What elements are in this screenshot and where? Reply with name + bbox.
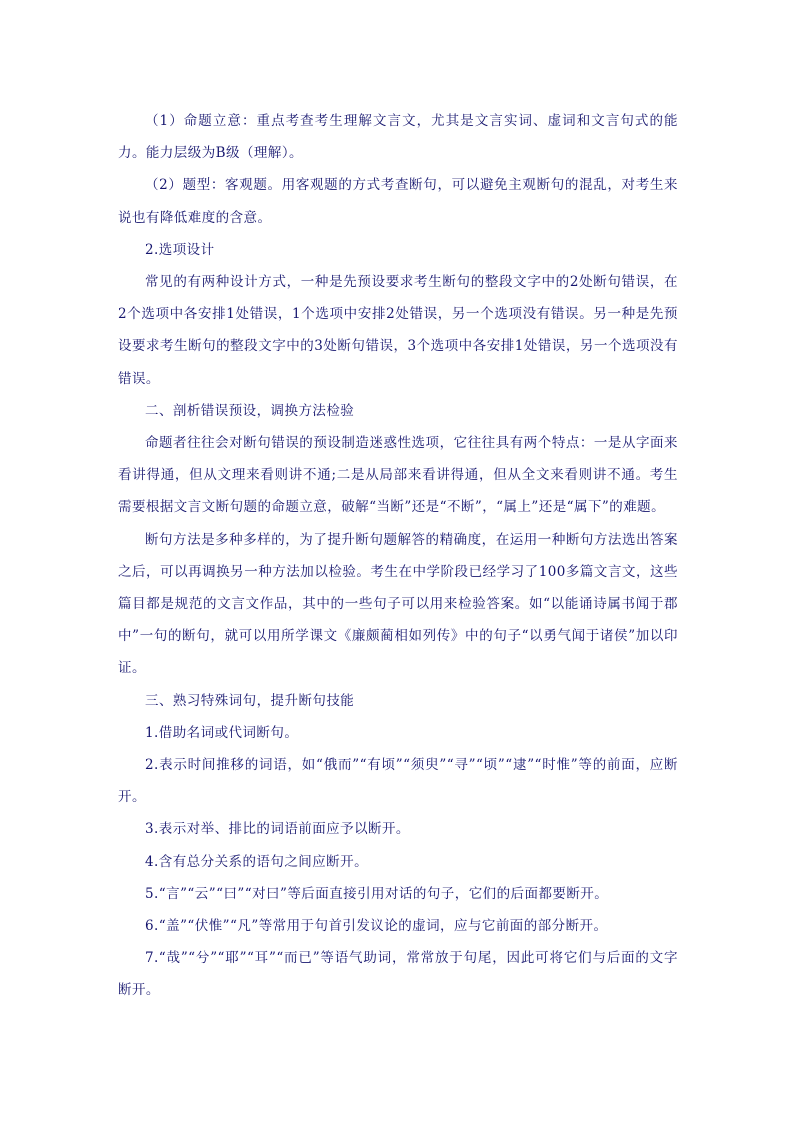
list-item-1: 1.借助名词或代词断句。 [145,724,299,741]
list-item-6: 6.“盖”“伏惟”“凡”等常用于句首引发议论的虚词，应与它前面的部分断开。 [145,918,608,935]
paragraph-error-presets: 命题者往往会对断句错误的预设制造迷惑性选项，它往往具有两个特点：一是从字面来看讲得通，但从文理来看则讲不通;二是从局部来看讲得通，但从全文来看则讲不通。考生需要根据文言文断句题的命题立意，破解“当断”还是“不断”，“属上”还是“属下”的难题。 [118,435,678,516]
list-item-4: 4.含有总分关系的语句之间应断开。 [145,853,369,870]
heading-option-design: 2.选项设计 [145,241,215,258]
list-item-3: 3.表示对举、排比的词语前面应予以断开。 [145,821,410,838]
paragraph-proposition-intent: （1）命题立意：重点考查考生理解文言文，尤其是文言实词、虚词和文言句式的能力。能力层级为B级（理解）。 [118,113,678,162]
list-item-2: 2.表示时间推移的词语，如“俄而”“有顷”“须臾”“寻”“顷”“逮”“时惟”等的前面，应断开。 [118,757,678,806]
paragraph-design-methods: 常见的有两种设计方式，一种是先预设要求考生断句的整段文字中的2处断句错误，在2个选项中各安排1处错误，1个选项中安排2处错误，另一个选项没有错误。另一种是先预设要求考生断句的整段文字中的3处断句错误，3个选项中各安排1处错误，另一个选项没有错误。 [118,274,678,387]
paragraph-method-verification: 断句方法是多种多样的，为了提升断句题解答的精确度，在运用一种断句方法选出答案之后，可以再调换另一种方法加以检验。考生在中学阶段已经学习了100多篇文言文，这些篇目都是规范的文言文作品，其中的一些句子可以用来检验答案。如“以能诵诗属书闻于郡中”一句的断句，就可以用所学课文《廉颇蔺相如列传》中的句子“以勇气闻于诸侯”加以印证。 [118,531,678,677]
heading-section-two: 二、剖析错误预设，调换方法检验 [145,402,355,419]
paragraph-question-type: （2）题型：客观题。用客观题的方式考查断句，可以避免主观断句的混乱，对考生来说也有降低难度的含意。 [118,177,678,226]
heading-section-three: 三、熟习特殊词句，提升断句技能 [145,692,355,709]
list-item-7: 7.“哉”“兮”“耶”“耳”“而已”等语气助词，常常放于句尾，因此可将它们与后面的文字断开。 [118,950,678,999]
document-body [118,105,678,1007]
list-item-5: 5.“言”“云”“曰”“对曰”等后面直接引用对话的句子，它们的后面都要断开。 [145,885,609,902]
